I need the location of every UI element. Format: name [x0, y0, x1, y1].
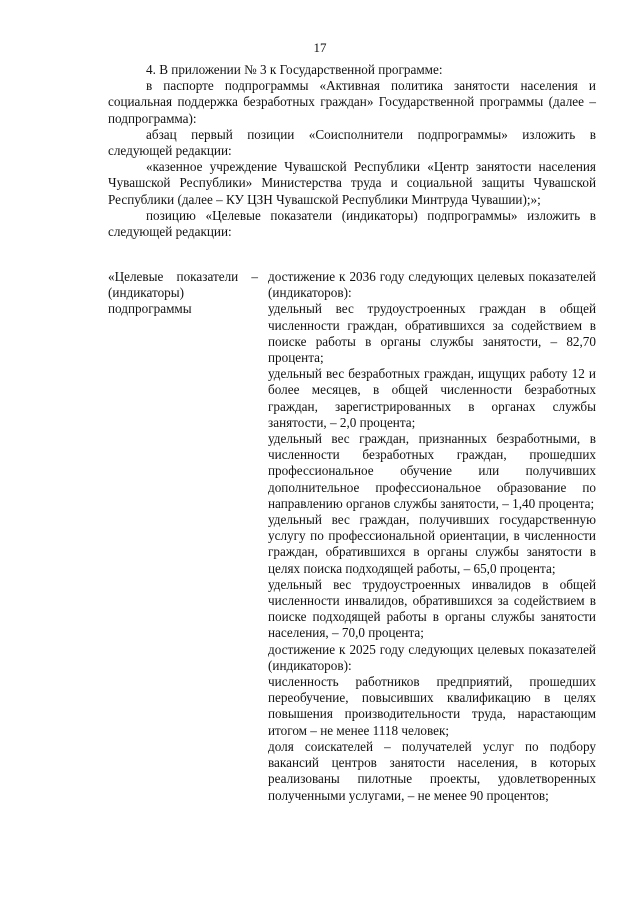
amendment-paragraph: 4. В приложении № 3 к Государственной программе:: [146, 62, 443, 77]
indicators-list: [268, 269, 596, 804]
page-number: 17: [313, 40, 327, 55]
indicator-item: удельный вес трудоустроенных граждан в общей численности граждан, обратившихся за содействием в поиске работы в органы службы занятости, – 82,70 процента;: [268, 301, 596, 366]
indicator-item: удельный вес безработных граждан, ищущих работу 12 и более месяцев, в общей численности безработных граждан, зарегистрированных в органах службы занятости, – 2,0 процента;: [268, 366, 596, 430]
amendment-paragraph: «казенное учреждение Чувашской Республики «Центр занятости населения Чувашской Республики» Министерства труда и социальной защиты Чувашской Республики (далее – КУ ЦЗН Чувашской Республики Минтруда Чувашии);»;: [108, 159, 596, 207]
indicator-item: достижение к 2036 году следующих целевых показателей (индикаторов):: [268, 269, 596, 301]
amendment-paragraph: позицию «Целевые показатели (индикаторы) подпрограммы» изложить в следующей редакции:: [108, 207, 596, 240]
amendment-paragraph: в паспорте подпрограммы «Активная политика занятости населения и социальная поддержка безработных граждан» Государственной программы (далее – подпрограмма):: [108, 78, 596, 126]
indicator-item: численность работников предприятий, прошедших переобучение, повысивших квалификацию в целях повышения производительности труда, нарастающим итогом – не менее 1118 человек;: [268, 674, 596, 738]
indicator-item: достижение к 2025 году следующих целевых показателей (индикаторов):: [268, 641, 596, 673]
indicator-item: удельный вес граждан, признанных безработными, в численности безработных граждан, прошедших профессиональное обучение или получивших дополнительное профессиональное образование по направлению органов службы занятости, – 1,40 процента;: [268, 431, 596, 511]
indicator-item: удельный вес трудоустроенных инвалидов в общей численности инвалидов, обратившихся за содействием в поиске подходящей работы в органы службы занятости населения, – 70,0 процента;: [268, 576, 596, 641]
indicators-table: [108, 269, 596, 869]
indicators-label: «Целевые показатели – (индикаторы) подпрограммы: [108, 269, 258, 317]
indicator-item: удельный вес граждан, получивших государственную услугу по профессиональной ориентации, в численности граждан, обратившихся в органы службы занятости в целях поиска подходящей работы, – 65,0 процента;: [268, 512, 596, 576]
indicator-item: доля соискателей – получателей услуг по подбору вакансий центров занятости населения, в которых реализованы пилотные проекты, удовлетворенных полученными услугами, – не менее 90 процентов;: [268, 738, 596, 803]
amendment-text: [108, 62, 596, 240]
amendment-paragraph: абзац первый позиции «Соисполнители подпрограммы» изложить в следующей редакции:: [108, 126, 596, 159]
